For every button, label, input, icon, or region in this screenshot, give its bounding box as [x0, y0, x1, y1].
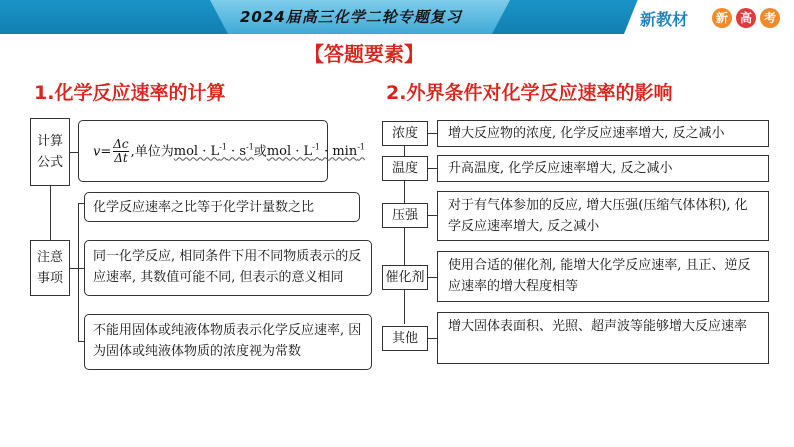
unit2-a-sup: -1 [312, 143, 320, 152]
calc-formula-label [30, 118, 70, 186]
formula-or: 或 [253, 144, 267, 160]
formula-v: v= [93, 144, 112, 160]
factor-text-pressure: 对于有气体参加的反应, 增大压强(压缩气体体积), 化学反应速率增大, 反之减小 [437, 191, 769, 241]
note-box-1: 化学反应速率之比等于化学计量数之比 [84, 192, 360, 222]
factor-label-concentration: 浓度 [382, 121, 428, 146]
factor-label-pressure: 压强 [382, 203, 428, 228]
brand-badge-gao: 高 [736, 8, 756, 28]
left-section-title: 1.化学反应速率的计算 [34, 82, 226, 104]
unit2-b: · min [319, 144, 358, 160]
notes-label-line1: 注意 [36, 250, 63, 265]
bracket-vertical [78, 203, 79, 341]
formula-numerator: Δc [113, 137, 129, 152]
unit1-a-sup: -1 [219, 143, 227, 152]
factor-text-temperature: 升高温度, 化学反应速率增大, 反之减小 [437, 155, 769, 182]
connector [428, 133, 437, 134]
brand-badge-kao: 考 [760, 8, 780, 28]
connector [70, 152, 78, 153]
factor-label-temperature: 温度 [382, 156, 428, 181]
bracket-stub [70, 268, 78, 269]
unit1-b-sup: -1 [246, 143, 254, 152]
factor-text-other: 增大固体表面积、光照、超声波等能够增大反应速率 [437, 312, 769, 364]
formula-box [78, 120, 366, 182]
unit1-a: mol · L [173, 144, 220, 160]
connector-vertical [50, 186, 51, 240]
note-box-3: 不能用固体或纯液体物质表示化学反应速率, 因为固体或纯液体物质的浓度视为常数 [84, 314, 372, 370]
brand-logo-text: 新教材 [640, 10, 689, 29]
unit2-b-sup: -1 [357, 143, 366, 152]
connector [428, 168, 437, 169]
unit1-b: · s [226, 144, 246, 160]
calc-label-line1: 计算 [36, 134, 63, 149]
factor-label-catalyst: 催化剂 [382, 265, 428, 290]
calc-label-line2: 公式 [36, 155, 63, 170]
note-box-2: 同一化学反应, 相同条件下用不同物质表示的反应速率, 其数值可能不同, 但表示的意义相同 [84, 240, 372, 296]
notes-label [30, 240, 70, 296]
header-title: 2024届高三化学二轮专题复习 [240, 8, 462, 26]
connector [428, 277, 437, 278]
formula-fraction [113, 138, 128, 165]
factor-text-catalyst: 使用合适的催化剂, 能增大化学反应速率, 且正、逆反应速率的增大程度相等 [437, 251, 769, 302]
unit2-a: mol · L [266, 144, 313, 160]
factor-text-concentration: 增大反应物的浓度, 化学反应速率增大, 反之减小 [437, 120, 769, 147]
formula-unit-prefix: ,单位为 [130, 144, 174, 160]
factor-label-other: 其他 [382, 326, 428, 351]
connector [428, 338, 437, 339]
right-section-title: 2.外界条件对化学反应速率的影响 [386, 82, 673, 104]
connector [428, 215, 437, 216]
page-heading: 【答题要素】 [304, 42, 424, 66]
formula-unit2 [267, 144, 365, 159]
notes-label-line2: 事项 [36, 271, 63, 286]
brand-badge-xin: 新 [712, 8, 732, 28]
formula-denominator: Δt [114, 151, 128, 166]
formula-unit1 [174, 144, 254, 159]
